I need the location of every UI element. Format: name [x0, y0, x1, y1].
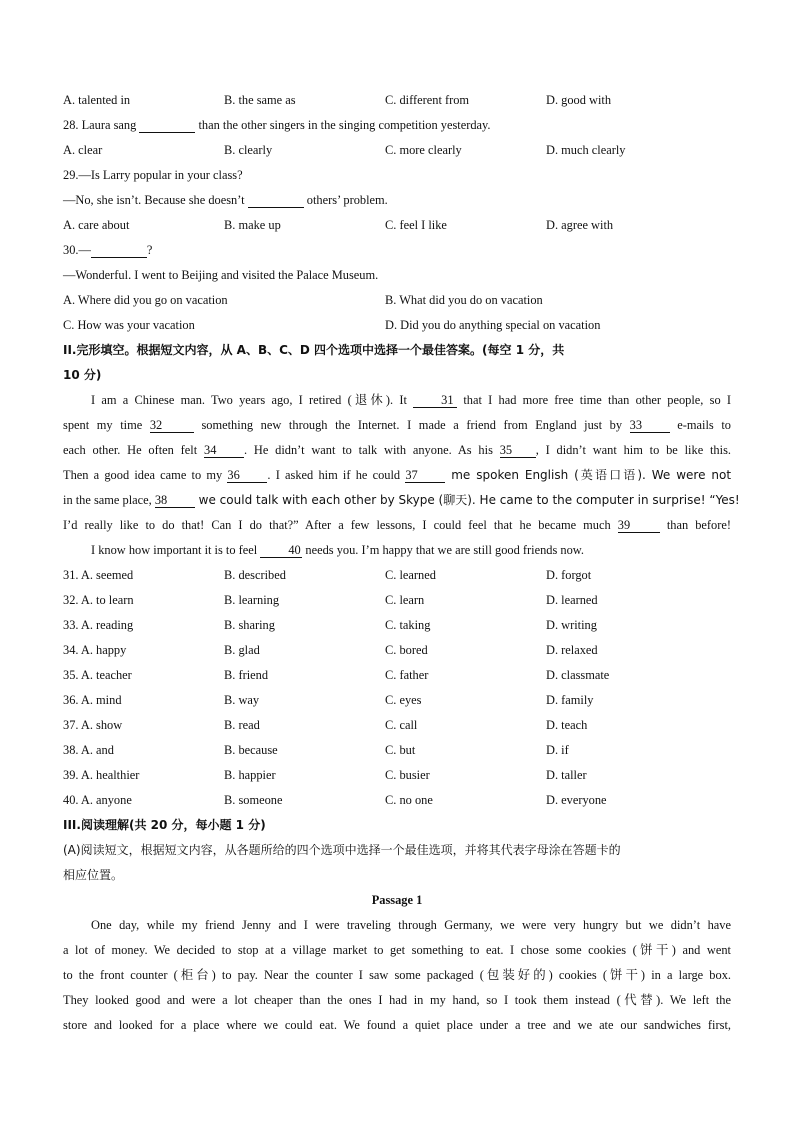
option-c: C. feel I like [385, 218, 447, 232]
option-b: B. clearly [224, 143, 273, 157]
cloze-line-2: spent my time 32 something new through the Internet. I made a friend from England just by 33 e-mails to [63, 418, 731, 432]
blank-37: 37 [405, 468, 445, 483]
option-b: B. the same as [224, 93, 296, 107]
cloze-line-4: Then a good idea came to my 36 . I asked him if he could 37 me spoken English (英语口语). We were not [63, 468, 732, 482]
option-a: A. care about [63, 218, 130, 232]
q30-prefix: 30.— [63, 243, 91, 257]
q28-options [63, 138, 731, 163]
cloze-option-row [63, 763, 731, 788]
q30-line2: —Wonderful. I went to Beijing and visited the Palace Museum. [63, 268, 379, 282]
option-a: 38. A. and [63, 743, 114, 757]
option-a: 33. A. reading [63, 618, 134, 632]
option-b: B. friend [224, 668, 269, 682]
cloze-line-1: I am a Chinese man. Two years ago, I retired (退休). It 31 that I had more free time than other people, so I [91, 393, 731, 407]
option-d: D. agree with [546, 218, 614, 232]
q30-options-row2 [63, 313, 731, 338]
cloze-options [63, 563, 731, 813]
option-d: D. relaxed [546, 643, 598, 657]
answer-blank [91, 243, 147, 258]
q27-options [63, 88, 731, 113]
option-c: C. taking [385, 618, 431, 632]
option-d: D. classmate [546, 668, 610, 682]
option-d: D. teach [546, 718, 588, 732]
option-a: 32. A. to learn [63, 593, 134, 607]
option-b: B. What did you do on vacation [385, 293, 543, 307]
blank-40: 40 [260, 543, 302, 558]
blank-32: 32 [150, 418, 194, 433]
option-d: D. forgot [546, 568, 592, 582]
option-d: D. learned [546, 593, 598, 607]
option-a: A. talented in [63, 93, 131, 107]
option-b: B. described [224, 568, 286, 582]
exam-page [63, 88, 740, 1038]
q28-stem [63, 113, 731, 138]
option-d: D. if [546, 743, 569, 757]
cloze-line-5: in the same place, 38 we could talk with each other by Skype (聊天). He came to the computer in surprise! “Yes! [63, 493, 740, 507]
q29-suffix: others’ problem. [303, 193, 388, 207]
blank-35: 35 [500, 443, 536, 458]
cloze-option-row [63, 738, 731, 763]
q30-options-row1 [63, 288, 731, 313]
option-d: D. taller [546, 768, 587, 782]
section-3-instructions-cont: 相应位置。 [63, 868, 124, 882]
option-a: 37. A. show [63, 718, 123, 732]
option-b: B. sharing [224, 618, 275, 632]
option-c: C. call [385, 718, 418, 732]
option-d: D. everyone [546, 793, 607, 807]
option-a: 35. A. teacher [63, 668, 132, 682]
cloze-line-3: each other. He often felt 34 . He didn’t want to talk with anyone. As his 35 , I didn’t want him to be like this. [63, 443, 731, 457]
option-c: C. but [385, 743, 416, 757]
blank-31: 31 [413, 393, 457, 408]
option-b: B. make up [224, 218, 281, 232]
q30-line1 [63, 238, 731, 263]
option-b: B. learning [224, 593, 280, 607]
section-3-heading: III.阅读理解(共 20 分，每小题 1 分) [63, 818, 266, 832]
cloze-option-row [63, 788, 731, 813]
option-c: C. How was your vacation [63, 318, 195, 332]
option-a: 36. A. mind [63, 693, 122, 707]
blank-38: 38 [155, 493, 195, 508]
passage-line: They looked good and were a lot cheaper than the ones I had in my hand, so I took them instead (代替). We left the [63, 993, 731, 1007]
blank-36: 36 [227, 468, 267, 483]
q30-suffix: ? [146, 243, 153, 257]
q29-line2 [63, 188, 731, 213]
q29-options [63, 213, 731, 238]
option-b: B. happier [224, 768, 276, 782]
cloze-option-row [63, 613, 731, 638]
q28-prefix: 28. Laura sang [63, 118, 140, 132]
option-c: C. learn [385, 593, 425, 607]
option-c: C. different from [385, 93, 470, 107]
passage-title: Passage 1 [371, 893, 423, 907]
option-b: B. way [224, 693, 260, 707]
option-a: 31. A. seemed [63, 568, 134, 582]
option-b: B. read [224, 718, 260, 732]
passage-line: a lot of money. We decided to stop at a village market to get something to eat. I chose some cookies (饼干) and went [63, 943, 731, 957]
cloze-option-row [63, 713, 731, 738]
option-a: 40. A. anyone [63, 793, 132, 807]
answer-blank [139, 118, 195, 133]
cloze-option-row [63, 588, 731, 613]
option-c: C. busier [385, 768, 430, 782]
cloze-line-6: I’d really like to do that! Can I do that?” After a few lessons, I could feel that he became much 39 than before! [63, 518, 732, 532]
cloze-option-row [63, 638, 731, 663]
option-d: D. much clearly [546, 143, 626, 157]
option-c: C. eyes [385, 693, 422, 707]
passage-line: store and looked for a place where we could eat. We found a quiet place under a tree and we ate our sandwiches first, [63, 1018, 731, 1032]
option-d: D. writing [546, 618, 597, 632]
cloze-option-row [63, 563, 731, 588]
section-2-heading: II.完形填空。根据短文内容，从 A、B、C、D 四个选项中选择一个最佳答案。(每空 1 分，共 [63, 343, 565, 357]
option-c: C. father [385, 668, 429, 682]
blank-34: 34 [204, 443, 244, 458]
blank-33: 33 [630, 418, 670, 433]
passage-line: One day, while my friend Jenny and I were traveling through Germany, we were very hungry but we didn’t have [91, 918, 731, 932]
q29-line1: 29.—Is Larry popular in your class? [63, 168, 243, 182]
passage-line: to the front counter (柜台) to pay. Near the counter I saw some packaged (包装好的) cookies (饼干) in a large box. [63, 968, 731, 982]
option-a: A. Where did you go on vacation [63, 293, 228, 307]
blank-39: 39 [618, 518, 660, 533]
option-a: 39. A. healthier [63, 768, 140, 782]
cloze-line-7: I know how important it is to feel 40 needs you. I’m happy that we are still good friends now. [91, 543, 585, 557]
cloze-option-row [63, 663, 731, 688]
option-b: B. glad [224, 643, 260, 657]
section-2-heading-cont: 10 分) [63, 368, 102, 382]
option-c: C. learned [385, 568, 436, 582]
option-a: A. clear [63, 143, 103, 157]
section-3-instructions: (A)阅读短文，根据短文内容，从各题所给的四个选项中选择一个最佳选项，并将其代表字母涂在答题卡的 [63, 843, 621, 857]
option-d: D. family [546, 693, 594, 707]
q28-suffix: than the other singers in the singing competition yesterday. [195, 118, 491, 132]
cloze-option-row [63, 688, 731, 713]
option-d: D. good with [546, 93, 612, 107]
option-b: B. because [224, 743, 278, 757]
option-b: B. someone [224, 793, 283, 807]
option-c: C. bored [385, 643, 428, 657]
option-c: C. more clearly [385, 143, 462, 157]
q29-prefix: —No, she isn’t. Because she doesn’t [63, 193, 248, 207]
option-a: 34. A. happy [63, 643, 127, 657]
option-d: D. Did you do anything special on vacation [385, 318, 601, 332]
answer-blank [248, 193, 304, 208]
option-c: C. no one [385, 793, 433, 807]
